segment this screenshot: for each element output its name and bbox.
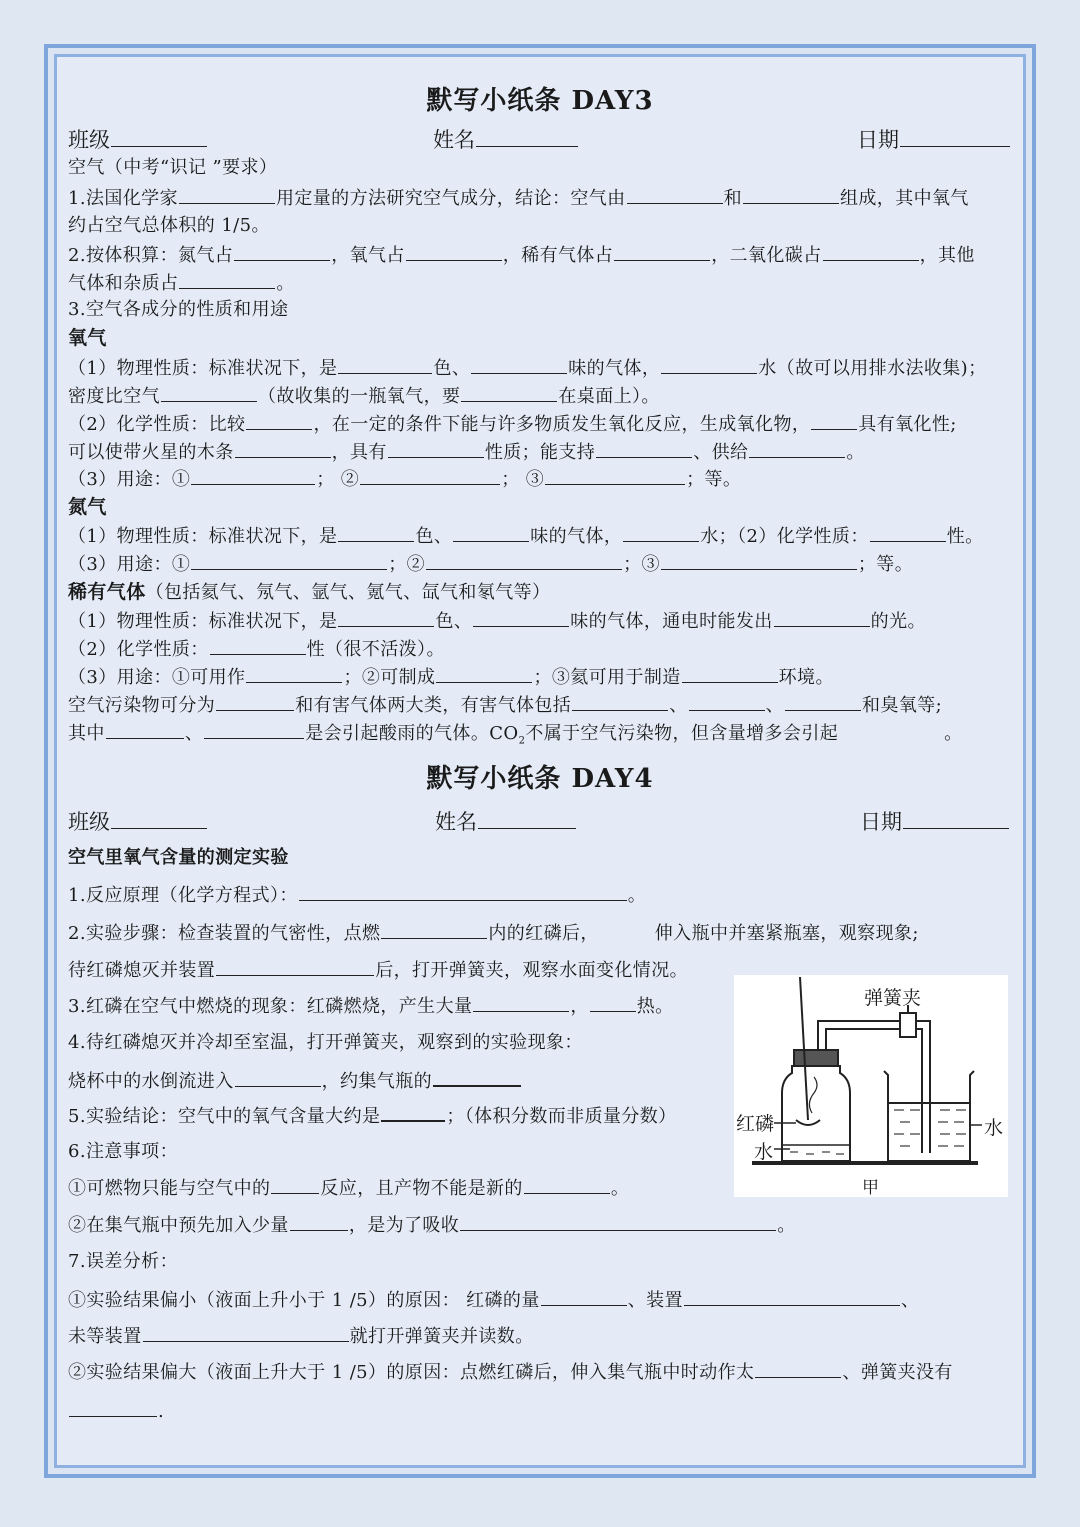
day4-step-7b: 未等装置 就打开弹簧夹并读数。 [68,1323,534,1350]
day4-name-field[interactable] [435,808,577,836]
oxygen-uses: （3）用途：① ； ② ； ③ ；等。 [68,466,741,493]
day4-class-field[interactable] [68,808,208,836]
name-label: 姓名 [435,810,477,834]
day3-line-1: 1.法国化学家 用定量的方法研究空气成分，结论：空气由 和 组成，其中氧气 [68,185,969,212]
day3-line-2b: 气体和杂质占 。 [68,270,295,297]
day4-step-2: 2.实验步骤：检查装置的气密性，点燃 内的红磷后， 伸入瓶中并塞紧瓶塞，观察现象; [68,920,919,947]
oxygen-chemical-2: 可以使带火星的木条 ，具有 性质；能支持 、供给 。 [68,439,865,466]
day4-step-6: 6.注意事项： [68,1141,178,1162]
rare-gas-chemical: （2）化学性质： 性（很不活泼）。 [68,636,445,663]
day4-step-7d: . [68,1398,164,1425]
day3-class-field[interactable] [68,126,208,154]
day3-line-2: 2.按体积算：氮气占 ，氧气占 ，稀有气体占 ，二氧化碳占 ，其他 [68,242,975,269]
day4-step-6a: ①可燃物只能与空气中的 反应，且产物不能是新的 。 [68,1175,629,1202]
figure-caption: 甲 [862,1178,879,1198]
rare-gas-heading: 稀有气体（包括氦气、氖气、氩气、氪气、氙气和氡气等） [68,581,551,603]
day4-step-6b: ②在集气瓶中预先加入少量 ，是为了吸收 。 [68,1212,796,1239]
pollutants-line: 空气污染物可分为 和有害气体两大类，有害气体包括 、 、 和臭氧等; [68,692,942,719]
day3-section-heading: 空气（中考“识记 ”要求） [68,157,278,178]
day3-date-field[interactable] [857,126,1011,154]
apparatus-figure [734,975,1008,1197]
oxygen-physical-2: 密度比空气 （故收集的一瓶氧气，要 在桌面上）。 [68,383,660,410]
pollutants-line-2: 其中 、 是会引起酸雨的气体。$CO_2$不属于空气污染物，但含量增多会引起 。 [68,720,963,755]
class-label: 班级 [68,128,110,152]
day4-date-field[interactable] [860,808,1010,836]
day4-step-2b: 待红磷熄灭并装置 后，打开弹簧夹，观察水面变化情况。 [68,957,688,984]
day4-step-7: 7.误差分析： [68,1251,178,1272]
rare-gas-physical: （1）物理性质：标准状况下，是 色、 味的气体，通电时能发出 的光。 [68,608,926,635]
nitrogen-uses: （3）用途：① ；② ；③ ；等。 [68,551,913,578]
name-label: 姓名 [433,128,475,152]
day4-step-5: 5.实验结论：空气中的氧气含量大约是 ；（体积分数而非质量分数） [68,1102,677,1130]
beaker-water-label: 水 [984,1117,1004,1139]
day3-title: 默写小纸条 DAY3 [426,86,654,116]
day4-step-1: 1.反应原理（化学方程式）： 。 [68,882,646,909]
day4-step-3: 3.红磷在空气中燃烧的现象：红磷燃烧，产生大量 ， 热。 [68,993,674,1020]
day3-line-3: 3.空气各成分的性质和用途 [68,299,289,320]
oxygen-physical: （1）物理性质：标准状况下，是 色、 味的气体， 水（故可以用排水法收集)； [68,355,987,382]
day3-line-1b: 约占空气总体积的 1/5。 [68,215,270,236]
nitrogen-physical: （1）物理性质：标准状况下，是 色、 味的气体， 水；（2）化学性质： 性。 [68,523,984,550]
nitrogen-heading: 氮气 [68,496,107,518]
day4-step-4b: 烧杯中的水倒流进入 ，约集气瓶的 [68,1067,522,1095]
day4-step-4: 4.待红磷熄灭并冷却至室温，打开弹簧夹，观察到的实验现象： [68,1032,583,1053]
day4-title: 默写小纸条 DAY4 [426,764,654,794]
date-label: 日期 [860,810,902,834]
class-label: 班级 [68,810,110,834]
water-hatch [790,1109,966,1155]
day4-section-heading: 空气里氧气含量的测定实验 [68,847,289,868]
oxygen-heading: 氧气 [68,327,107,349]
jar-water-label: 水 [754,1141,774,1163]
day4-step-7a: ①实验结果偏小（液面上升小于 1 /5）的原因： 红磷的量 、装置 、 [68,1287,919,1314]
phosphorus-label: 红磷 [736,1113,775,1135]
rare-gas-uses: （3）用途：①可用作 ；②可制成 ；③氦可用于制造 环境。 [68,664,834,691]
date-label: 日期 [857,128,899,152]
oxygen-chemical: （2）化学性质：比较 ，在一定的条件下能与许多物质发生氧化反应，生成氧化物， 具有氧化性; [68,411,957,438]
day4-step-7c: ②实验结果偏大（液面上升大于 1 /5）的原因：点燃红磷后，伸入集气瓶中时动作太 、弹簧夹没有 [68,1359,953,1386]
clamp-label: 弹簧夹 [864,987,922,1009]
day3-name-field[interactable] [433,126,579,154]
